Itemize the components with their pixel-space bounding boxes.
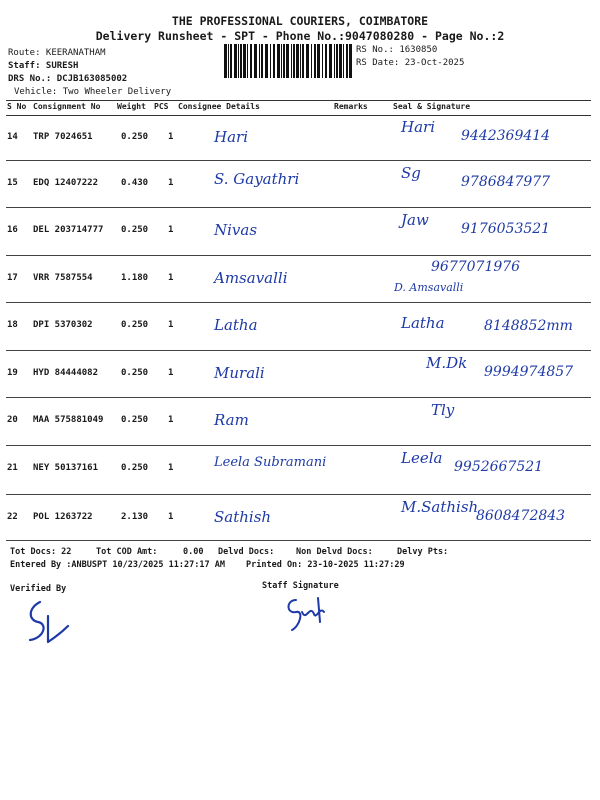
row-weight: 0.250 [121,368,149,378]
row-pcs: 1 [168,225,174,235]
row-signature: M.Sathish [401,498,479,516]
row-consignment-no: DPI 5370302 [33,320,93,330]
row-signature: Hari [401,118,435,136]
row-consignee-name: Ram [214,411,249,429]
table-row [6,494,591,541]
row-consignee-name: Murali [214,364,265,382]
row-pcs: 1 [168,320,174,330]
total-cod-amount: Tot COD Amt: 0.00 [96,547,204,557]
row-pcs: 1 [168,178,174,188]
row-signature: M.Dk [426,354,468,372]
row-phone: 9176053521 [461,221,551,237]
row-weight: 2.130 [121,512,149,522]
rs-number: RS No.: 1630850 [356,45,438,55]
delivery-points: Delvy Pts: [397,547,449,557]
row-consignee-name: Nivas [214,221,258,239]
row-consignment-no: HYD 84444082 [33,368,99,378]
staff-signature-label: Staff Signature [262,581,339,591]
row-pcs: 1 [168,368,174,378]
staff-label: Staff: SURESH [8,61,79,71]
verified-by-label: Verified By [10,584,67,594]
row-consignment-no: VRR 7587554 [33,273,93,283]
row-weight: 0.250 [121,132,149,142]
vehicle-label: Vehicle: Two Wheeler Delivery [14,87,172,97]
table-row [6,350,591,398]
row-consignment-no: POL 1263722 [33,512,93,522]
row-pcs: 1 [168,463,174,473]
col-consignment: Consignment No [33,102,101,111]
col-pcs: PCS [154,102,169,111]
company-title: THE PROFESSIONAL COURIERS, COIMBATORE [171,14,429,28]
verifier-signature [22,598,72,646]
row-signature: Jaw [401,211,429,229]
row-consignment-no: DEL 203714777 [33,225,104,235]
table-row [6,445,591,495]
row-weight: 1.180 [121,273,149,283]
row-sno: 20 [7,415,18,425]
row-weight: 0.250 [121,225,149,235]
row-phone: 9952667521 [454,459,544,475]
row-weight: 0.250 [121,463,149,473]
row-phone: 9786847977 [461,174,551,190]
barcode [224,44,352,78]
row-sno: 21 [7,463,18,473]
row-pcs: 1 [168,415,174,425]
col-weight: Weight [117,102,146,111]
row-signature: Sg [401,164,421,182]
row-sno: 18 [7,320,18,330]
table-row [6,397,591,446]
row-phone: 9994974857 [484,364,574,380]
col-consignee: Consignee Details [178,102,260,111]
row-signature: Tly [431,401,455,419]
table-row [6,207,591,256]
row-consignment-no: EDQ 12407222 [33,178,99,188]
row-signature: D. Amsavalli [394,281,464,294]
staff-signature [282,592,332,634]
row-sno: 14 [7,132,18,142]
row-weight: 0.430 [121,178,149,188]
printed-on: Printed On: 23-10-2025 11:27:29 [246,560,405,570]
route-label: Route: KEERANATHAM [8,48,106,58]
table-row [6,302,591,351]
row-sno: 16 [7,225,18,235]
row-consignee-name: Hari [214,128,248,146]
row-pcs: 1 [168,273,174,283]
delivered-docs: Delvd Docs: [218,547,275,557]
row-consignment-no: NEY 50137161 [33,463,99,473]
table-row [6,255,591,303]
row-signature: Latha [401,314,445,332]
row-consignee-name: S. Gayathri [214,170,300,188]
row-phone: 8148852mm [484,318,573,334]
row-phone: 9677071976 [431,259,521,275]
row-consignee-name: Sathish [214,508,272,526]
row-consignment-no: MAA 575881049 [33,415,104,425]
row-weight: 0.250 [121,320,149,330]
row-sno: 17 [7,273,18,283]
row-sno: 15 [7,178,18,188]
entered-by: Entered By :ANBUSPT 10/23/2025 11:27:17 AM [10,560,225,570]
drs-number: DRS No.: DCJB163085002 [8,74,128,84]
table-row [6,114,591,161]
table-row [6,160,591,208]
row-phone: 9442369414 [461,128,551,144]
row-signature: Leela [401,449,443,467]
rs-date: RS Date: 23-Oct-2025 [356,58,465,68]
row-pcs: 1 [168,512,174,522]
row-sno: 22 [7,512,18,522]
row-pcs: 1 [168,132,174,142]
row-consignee-name: Leela Subramani [214,455,327,470]
row-consignee-name: Latha [214,316,258,334]
col-sno: S No [7,102,27,111]
row-consignment-no: TRP 7024651 [33,132,93,142]
col-seal-signature: Seal & Signature [393,102,471,111]
row-consignee-name: Amsavalli [214,269,288,287]
row-weight: 0.250 [121,415,149,425]
col-remarks: Remarks [334,102,368,111]
row-sno: 19 [7,368,18,378]
non-delivered-docs: Non Delvd Docs: [296,547,373,557]
row-phone: 8608472843 [476,508,566,524]
runsheet-title: Delivery Runsheet - SPT - Phone No.:9047080280 - Page No.:2 [95,29,505,43]
total-docs: Tot Docs: 22 [10,547,72,557]
